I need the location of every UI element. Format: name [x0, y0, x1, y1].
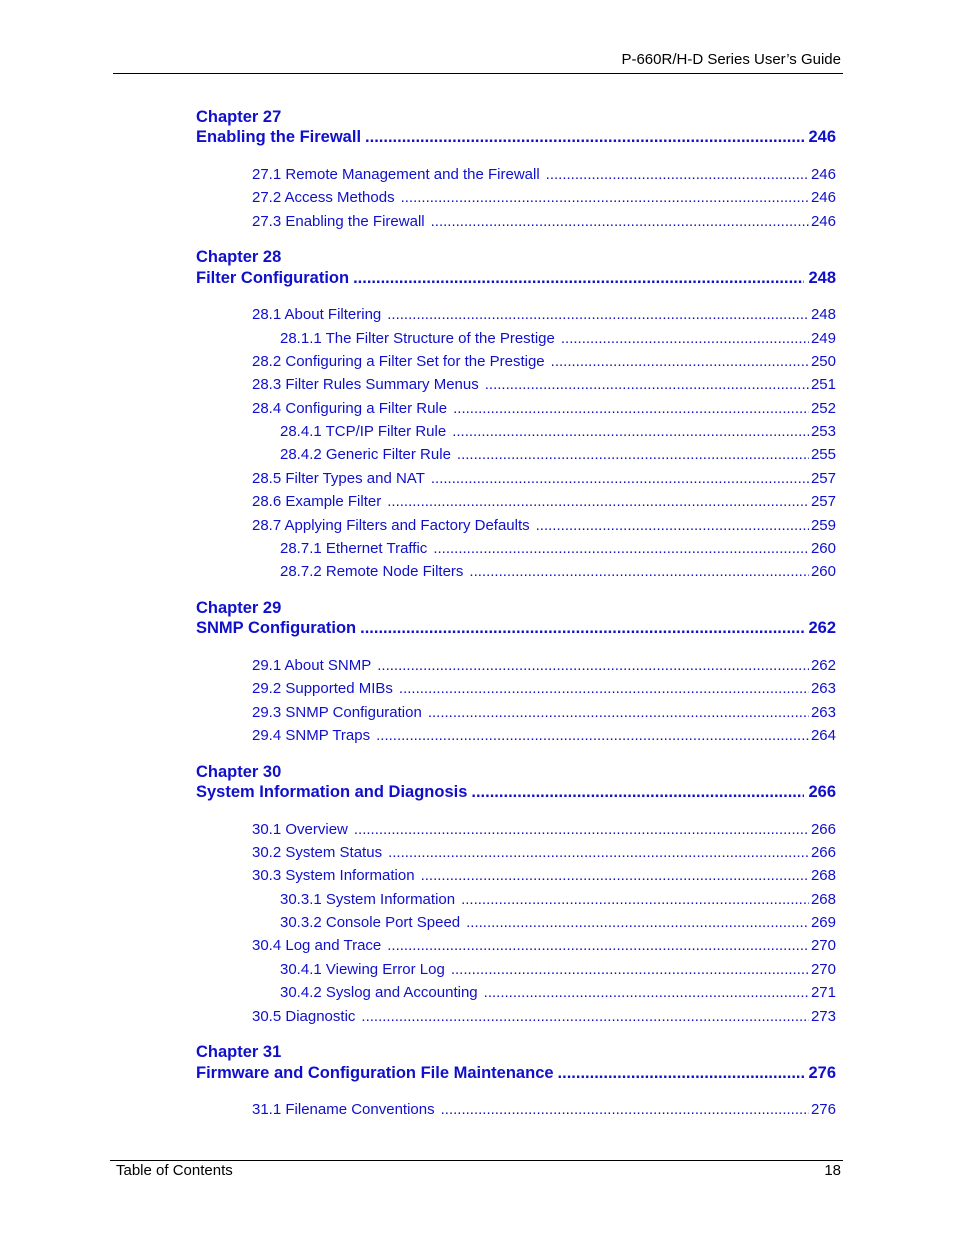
- dot-leader: [360, 618, 804, 638]
- dot-leader: [485, 376, 809, 394]
- toc-entry-text: 28.1 About Filtering: [252, 306, 382, 323]
- toc-page-number: 248: [808, 269, 836, 287]
- dot-leader: [551, 353, 809, 371]
- toc-page-number: 276: [810, 1101, 836, 1118]
- toc-entry-link[interactable]: [280, 446, 836, 464]
- toc-page-number: 249: [810, 330, 836, 347]
- dot-leader: [433, 540, 809, 558]
- dot-leader: [484, 984, 809, 1002]
- toc-entry-text: 29.2 Supported MIBs: [252, 680, 393, 697]
- dot-leader: [536, 517, 809, 535]
- footer-section-title: Table of Contents: [116, 1162, 233, 1179]
- toc-entry-link[interactable]: [252, 1101, 836, 1119]
- chapter-title-link[interactable]: [196, 268, 836, 288]
- toc-page-number: 269: [810, 914, 836, 931]
- dot-leader: [377, 657, 809, 675]
- toc-entry-link[interactable]: [252, 937, 836, 955]
- chapter-label-link[interactable]: [196, 107, 836, 127]
- dot-leader: [428, 704, 809, 722]
- toc-entry-link[interactable]: [252, 680, 836, 698]
- toc-entry-link[interactable]: [252, 867, 836, 885]
- toc-page-number: 270: [810, 961, 836, 978]
- dot-leader: [441, 1101, 809, 1119]
- chapter-title-link[interactable]: [196, 618, 836, 638]
- dot-leader: [421, 867, 809, 885]
- page-number: 18: [824, 1162, 841, 1179]
- chapter-title-text: System Information and Diagnosis: [196, 783, 468, 801]
- toc-entry-text: 27.3 Enabling the Firewall: [252, 213, 425, 230]
- dot-leader: [466, 914, 809, 932]
- toc-entry-text: 29.4 SNMP Traps: [252, 727, 371, 744]
- toc-page-number: 246: [808, 128, 836, 146]
- toc-page-number: 252: [810, 400, 836, 417]
- toc-entry-link[interactable]: [280, 984, 836, 1002]
- chapter-label: Chapter 31: [196, 1043, 282, 1061]
- toc-page-number: 266: [808, 783, 836, 801]
- dot-leader: [354, 821, 809, 839]
- toc-page-number: 262: [808, 619, 836, 637]
- dot-leader: [558, 1063, 805, 1083]
- chapter-title-link[interactable]: [196, 1063, 836, 1083]
- toc-page-number: 264: [810, 727, 836, 744]
- dot-leader: [561, 330, 809, 348]
- toc-entry-link[interactable]: [252, 1008, 836, 1026]
- toc-entry-link[interactable]: [252, 704, 836, 722]
- toc-entry-text: 27.2 Access Methods: [252, 189, 395, 206]
- chapter-label: Chapter 29: [196, 599, 282, 617]
- toc-entry-link[interactable]: [280, 563, 836, 581]
- toc-entry-link[interactable]: [252, 353, 836, 371]
- toc-page-number: 270: [810, 937, 836, 954]
- toc-page-number: 246: [810, 166, 836, 183]
- dot-leader: [353, 268, 804, 288]
- toc-entry-text: 28.7.2 Remote Node Filters: [280, 563, 464, 580]
- toc-entry-link[interactable]: [252, 213, 836, 231]
- chapter-label: Chapter 27: [196, 108, 282, 126]
- toc-entry-link[interactable]: [280, 914, 836, 932]
- dot-leader: [399, 680, 809, 698]
- toc-page-number: 271: [810, 984, 836, 1001]
- toc-entry-link[interactable]: [252, 189, 836, 207]
- toc-entry-link[interactable]: [252, 517, 836, 535]
- toc-entry-link[interactable]: [280, 423, 836, 441]
- toc-entry-text: 28.6 Example Filter: [252, 493, 382, 510]
- toc-page-number: 251: [810, 376, 836, 393]
- chapter-label-link[interactable]: [196, 598, 836, 618]
- toc-entry-link[interactable]: [280, 330, 836, 348]
- toc-page-number: 266: [810, 844, 836, 861]
- toc-page-number: 263: [810, 704, 836, 721]
- toc-entry-text: 28.2 Configuring a Filter Set for the Prestige: [252, 353, 545, 370]
- toc-entry-link[interactable]: [252, 306, 836, 324]
- chapter-title-text: SNMP Configuration: [196, 619, 357, 637]
- toc-page-number: 257: [810, 493, 836, 510]
- toc-entry-text: 30.1 Overview: [252, 821, 348, 838]
- dot-leader: [457, 446, 809, 464]
- toc-page-number: 260: [810, 540, 836, 557]
- chapter-title-link[interactable]: [196, 782, 836, 802]
- chapter-label-link[interactable]: [196, 247, 836, 267]
- toc-entry-text: 30.3 System Information: [252, 867, 415, 884]
- toc-page-number: 253: [810, 423, 836, 440]
- toc-page-number: 266: [810, 821, 836, 838]
- toc-entry-link[interactable]: [252, 727, 836, 745]
- chapter-title-text: Filter Configuration: [196, 269, 350, 287]
- dot-leader: [431, 470, 809, 488]
- toc-entry-text: 28.4 Configuring a Filter Rule: [252, 400, 448, 417]
- chapter-label: Chapter 30: [196, 763, 282, 781]
- toc-entry-link[interactable]: [252, 470, 836, 488]
- dot-leader: [361, 1008, 809, 1026]
- toc-page-number: 248: [810, 306, 836, 323]
- toc-entry-text: 30.4.1 Viewing Error Log: [280, 961, 445, 978]
- toc-entry-text: 28.4.1 TCP/IP Filter Rule: [280, 423, 447, 440]
- toc-entry-text: 30.2 System Status: [252, 844, 383, 861]
- toc-page-number: 255: [810, 446, 836, 463]
- toc-entry-link[interactable]: [252, 493, 836, 511]
- toc-entry-text: 30.5 Diagnostic: [252, 1008, 356, 1025]
- toc-entry-link[interactable]: [280, 961, 836, 979]
- toc-entry-text: 28.1.1 The Filter Structure of the Prestige: [280, 330, 555, 347]
- dot-leader: [387, 306, 809, 324]
- toc-entry-link[interactable]: [252, 657, 836, 675]
- toc-entry-link[interactable]: [280, 540, 836, 558]
- toc-page-number: 246: [810, 213, 836, 230]
- dot-leader: [453, 400, 809, 418]
- toc-entry-text: 30.4.2 Syslog and Accounting: [280, 984, 478, 1001]
- dot-leader: [469, 563, 809, 581]
- dot-leader: [471, 782, 804, 802]
- toc-page-number: 273: [810, 1008, 836, 1025]
- toc-entry-text: 28.3 Filter Rules Summary Menus: [252, 376, 479, 393]
- toc-page-number: 262: [810, 657, 836, 674]
- dot-leader: [365, 127, 804, 147]
- dot-leader: [451, 961, 809, 979]
- toc-entry-link[interactable]: [252, 376, 836, 394]
- chapter-label-link[interactable]: [196, 762, 836, 782]
- dot-leader: [388, 844, 809, 862]
- chapter-title-link[interactable]: [196, 127, 836, 147]
- dot-leader: [376, 727, 809, 745]
- dot-leader: [431, 213, 809, 231]
- toc-entry-text: 31.1 Filename Conventions: [252, 1101, 435, 1118]
- dot-leader: [401, 189, 809, 207]
- chapter-label: Chapter 28: [196, 248, 282, 266]
- toc-page-number: 259: [810, 517, 836, 534]
- toc-page-number: 257: [810, 470, 836, 487]
- toc-page-number: 246: [810, 189, 836, 206]
- toc-page-number: 263: [810, 680, 836, 697]
- toc-page-number: 276: [808, 1064, 836, 1082]
- toc-entry-text: 27.1 Remote Management and the Firewall: [252, 166, 540, 183]
- toc-entry-link[interactable]: [252, 844, 836, 862]
- toc-entry-link[interactable]: [252, 166, 836, 184]
- toc-entry-text: 28.5 Filter Types and NAT: [252, 470, 425, 487]
- toc-page-number: 268: [810, 867, 836, 884]
- toc-entry-text: 30.3.1 System Information: [280, 891, 456, 908]
- toc-page-number: 268: [810, 891, 836, 908]
- toc-entry-link[interactable]: [252, 821, 836, 839]
- chapter-title-text: Firmware and Configuration File Maintenance: [196, 1064, 554, 1082]
- dot-leader: [387, 937, 809, 955]
- toc-entry-text: 29.1 About SNMP: [252, 657, 372, 674]
- dot-leader: [546, 166, 809, 184]
- toc-page-number: 250: [810, 353, 836, 370]
- running-header: P-660R/H-D Series User’s Guide: [621, 51, 841, 68]
- toc-entry-text: 28.7.1 Ethernet Traffic: [280, 540, 428, 557]
- dot-leader: [461, 891, 809, 909]
- toc-entry-link[interactable]: [252, 400, 836, 418]
- toc-entry-link[interactable]: [280, 891, 836, 909]
- dot-leader: [452, 423, 809, 441]
- dot-leader: [387, 493, 809, 511]
- chapter-label-link[interactable]: [196, 1042, 836, 1062]
- toc-entry-text: 30.4 Log and Trace: [252, 937, 382, 954]
- toc-entry-text: 30.3.2 Console Port Speed: [280, 914, 461, 931]
- chapter-title-text: Enabling the Firewall: [196, 128, 362, 146]
- toc-entry-text: 28.4.2 Generic Filter Rule: [280, 446, 451, 463]
- toc-entry-text: 29.3 SNMP Configuration: [252, 704, 422, 721]
- footer-rule: [110, 1160, 843, 1161]
- toc-page-number: 260: [810, 563, 836, 580]
- toc-entry-text: 28.7 Applying Filters and Factory Defaults: [252, 517, 530, 534]
